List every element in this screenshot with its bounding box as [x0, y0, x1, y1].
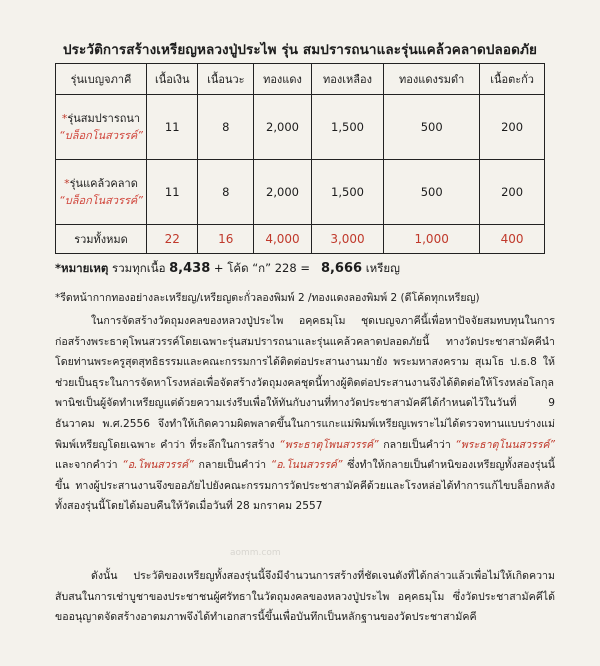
- value-cell: 500: [384, 160, 480, 225]
- para-text: ในการจัดสร้างวัตถุมงคลของหลวงปู่ประไพ อคฺคธมฺโม ชุดเบญจภาคีนี้เพื่อหาปัจจัยสมทบทุนในการก่อสร้างพระธาตุโพนสวรรค์โดยเฉพาะรุ่นสมปรารถนาและรุ่นแคล้วคลาดปลอดภัยนี้ ทางวัดประชาสามัคคีนำโดยท่านพระครูสุตสุทธิธรรมและคณะกรรมการได้ติดต่อประสานงานมายัง พระมหาสงคราม สุเมโธ ป.ธ.8 ให้ช่วยเป็นธุระในการจัดหาโรงหล่อเพื่อจัดสร้างวัตถุมงคลชุดนี้ทางผู้ติดต่อประสานงานจึงได้ติดต่อให้โรงหล่อโลกุลพานิชเป็นผู้จัดทำเหรียญแต่ด้วยความเร่งรีบเพื่อให้ทันกับงานที่ทางวัดประชาสามัคคีได้กำหนดไว้ในวันที่ 9 ธันวาคม พ.ศ.2556 จึงทำให้เกิดความผิดพลาดขึ้นในการแกะแม่พิมพ์เหรียญเพราะไม่ได้ตรวจทานแบบร่างแม่พิมพ์เหรียญโดยเฉพาะ คำว่า ที่ระลึกในการสร้าง: [55, 315, 555, 451]
- header-copper: ทองแดง: [254, 64, 312, 95]
- remark-trial-strikes: *รีดหน้ากากทองอย่างละเหรียญ/เหรียญตะกั่วลองพิมพ์ 2 /ทองแดงลองพิมพ์ 2 (ดีโค้ดทุกเหรียญ): [55, 292, 480, 304]
- remark-sum: 8,666: [320, 261, 363, 276]
- total-cell: 3,000: [311, 225, 383, 254]
- table-header-row: [56, 64, 545, 95]
- value-cell: 500: [384, 95, 480, 160]
- remark-total: [55, 260, 555, 278]
- para-text: ซึ่งทำให้กลายเป็นตำหนิของเหรียญทั้งสองรุ่นนี้ขึ้น ทางผู้ประสานงานจึงขออภัยไปยังคณะกรรมการวัดประชาสามัคคีด้วยและโรงหล่อได้ทำการแก้ไขบล็อกหลังทั้งสองรุ่นนี้โดยได้มอบคืนให้วัดเมื่อวันที่ 28 มกราคม 2557: [55, 459, 555, 513]
- remark-label-1: รวมทุกเนื้อ: [108, 261, 170, 275]
- total-cell: 1,000: [384, 225, 480, 254]
- value-cell: 1,500: [311, 95, 383, 160]
- header-brass: ทองเหลือง: [311, 64, 383, 95]
- para-highlight: “อ.โพนสวรรค์”: [122, 459, 194, 472]
- table-row: [56, 95, 545, 160]
- para-text: ดังนั้น ประวัติของเหรียญทั้งสองรุ่นนี้จึงมีจำนวนการสร้างที่ชัดเจนดังที่ได้กล่าวแล้วเพื่อไม่ให้เกิดความสับสนในการเช่าบูชาของประชาชนผู้ศรัทธาในวัตถุมงคลของหลวงปู่ประไพ อคฺคธมฺโม ซึ่งวัดประชาสามัคคีได้ขออนุญาตจัดสร้างอาตมภาพจึงได้ทำเอกสารนี้ขึ้นเพื่อบันทึกเป็นหลักฐานของวัดประชาสามัคคี: [55, 570, 555, 624]
- series-subtitle: “บล็อกโนสวรรค์”: [59, 129, 143, 142]
- total-cell: 16: [198, 225, 254, 254]
- series-subtitle: “บล็อกโนสวรรค์”: [59, 194, 143, 207]
- table-total-row: [56, 225, 545, 254]
- remark-label-2: + โค้ด “ก” 228 =: [210, 261, 310, 275]
- coin-mintage-table: [55, 63, 545, 254]
- header-silver: เนื้อเงิน: [147, 64, 198, 95]
- series-name: รุ่นสมปรารถนา: [67, 112, 141, 125]
- para-text: กลายเป็นคำว่า: [193, 459, 271, 472]
- value-cell: 2,000: [254, 160, 312, 225]
- header-nawa: เนื้อนวะ: [198, 64, 254, 95]
- para-highlight: “พระธาตุโพนสวรรค์”: [279, 438, 379, 451]
- para-highlight: “อ.โนนสวรรค์”: [270, 459, 343, 472]
- value-cell: 8: [198, 95, 254, 160]
- document-title: ประวัติการสร้างเหรียญหลวงปู่ประไพ รุ่น สมปรารถนาและรุ่นแคล้วคลาดปลอดภัย: [63, 42, 537, 58]
- series-cell: *รุ่นสมปรารถนา “บล็อกโนสวรรค์”: [56, 95, 147, 160]
- header-black-copper: ทองแดงรมดำ: [384, 64, 480, 95]
- remark-prefix: *หมายเหตุ: [55, 261, 109, 275]
- watermark-text: aomm.com: [230, 548, 281, 558]
- remark-count: 8,438: [169, 261, 211, 276]
- value-cell: 2,000: [254, 95, 312, 160]
- total-cell: 22: [147, 225, 198, 254]
- value-cell: 200: [480, 95, 545, 160]
- conclusion-paragraph: [55, 566, 555, 628]
- total-cell: 4,000: [254, 225, 312, 254]
- history-paragraph: [55, 311, 555, 517]
- value-cell: 11: [147, 95, 198, 160]
- value-cell: 8: [198, 160, 254, 225]
- value-cell: 1,500: [311, 160, 383, 225]
- para-highlight: “พระธาตุโนนสวรรค์”: [455, 438, 555, 451]
- para-text: และจากคำว่า: [55, 459, 123, 472]
- remark-unit: เหรียญ: [362, 261, 400, 275]
- header-series: รุ่นเบญจภาคี: [56, 64, 147, 95]
- series-cell: *รุ่นแคล้วคลาด “บล็อกโนสวรรค์”: [56, 160, 147, 225]
- total-cell: 400: [480, 225, 545, 254]
- value-cell: 200: [480, 160, 545, 225]
- value-cell: 11: [147, 160, 198, 225]
- header-lead: เนื้อตะกั่ว: [480, 64, 545, 95]
- series-name: รุ่นแคล้วคลาด: [69, 177, 138, 190]
- para-text: กลายเป็นคำว่า: [378, 438, 456, 451]
- total-label: รวมทั้งหมด: [56, 225, 147, 254]
- table-row: [56, 160, 545, 225]
